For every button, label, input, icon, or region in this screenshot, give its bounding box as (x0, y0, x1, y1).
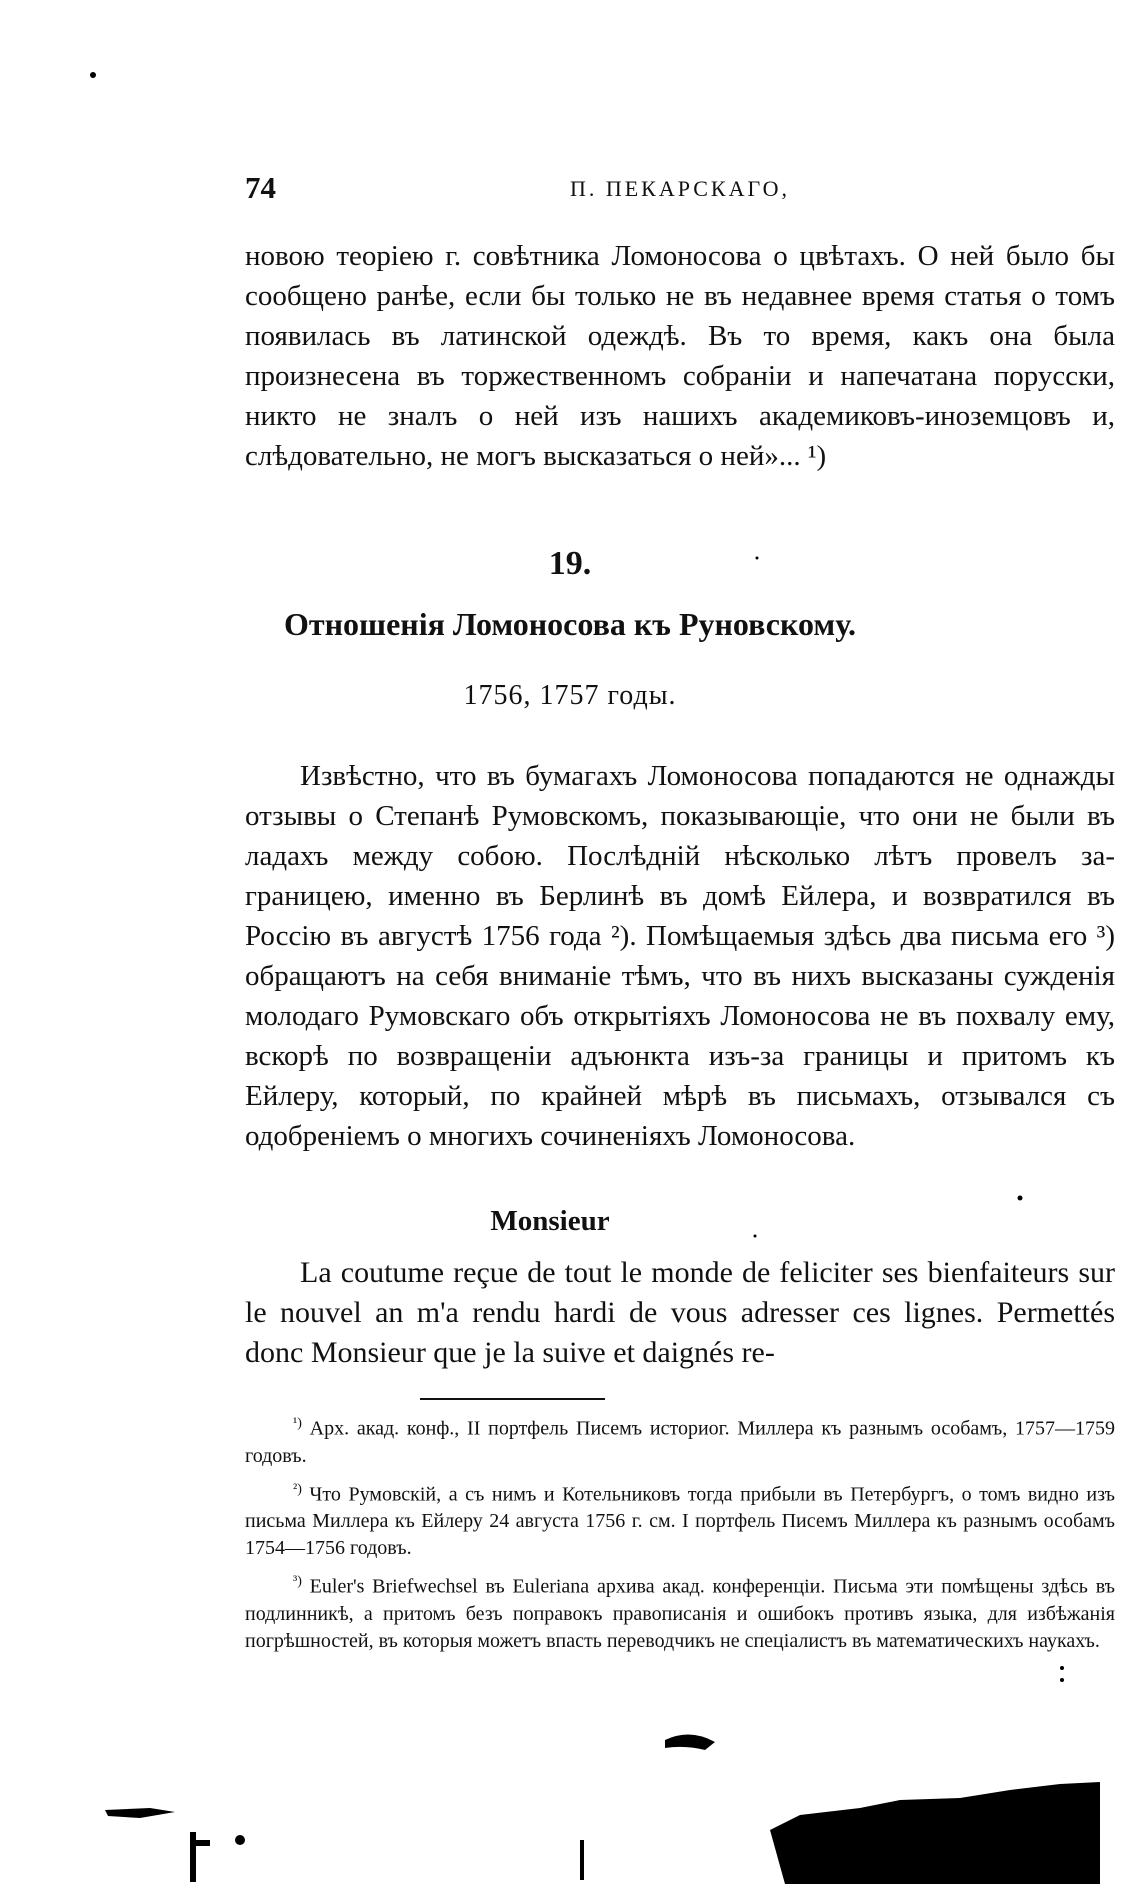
intro-paragraph: новою теоріею г. совѣтника Ломоносова о цвѣтахъ. О ней было бы сообщено ранѣе, если бы только не въ недавнее время статья о томъ появилась въ латинской одеждѣ. Въ то время, какъ она была произнесена въ торжественномъ собраніи и напечатана порусски, никто не зналъ о ней изъ нашихъ академиковъ-иноземцовъ и, слѣдовательно, не могъ высказаться о ней»... ¹) (245, 240, 1115, 472)
ink-speck (1018, 1196, 1023, 1201)
letter-paragraph: La coutume reçue de tout le monde de feliciter ses bienfaiteurs sur le nouvel an m'a rendu hardi de vous adresser ces lignes. Permettés donc Monsieur que je la suive et daignés re- (245, 1256, 1115, 1369)
ink-speck (1060, 1666, 1064, 1670)
section-number: 19. (548, 545, 592, 582)
edge-mark (580, 1840, 584, 1880)
ink-speck (754, 1235, 757, 1238)
body-paragraph: Извѣстно, что въ бумагахъ Ломоносова попадаются не однажды отзывы о Степанѣ Румовскомъ, показывающіе, что они не были въ ладахъ между собою. Послѣдній нѣсколько лѣтъ провелъ за-границею, именно въ Берлинѣ въ домѣ Ейлера, и возвратился въ Россію въ августѣ 1756 года ²). Помѣщаемыя здѣсь два письма его ³) обращаютъ на себя вниманіе тѣмъ, что въ нихъ высказаны сужденія молодаго Румовскаго объ открытіяхъ Ломоносова не въ похвалу ему, вскорѣ по возвращеніи адъюнкта изъ-за границы и притомъ къ Ейлеру, который, по крайней мѣрѣ въ письмахъ, отзывался съ одобреніемъ о многихъ сочиненіяхъ Ломоносова. (245, 760, 1115, 1152)
footnote-text: Euler's Briefwechsel въ Euleriana архива акад. конференціи. Письма эти помѣщены здѣсь въ подлинникѣ, а притомъ безъ поправокъ правописанія и ошибокъ противъ языка, для избѣжанія погрѣшностей, въ которыя можетъ впасть переводчикъ не спеціалистъ въ математическихъ наукахъ. (245, 1575, 1116, 1652)
footnote-mark: ¹) (293, 1416, 302, 1431)
ink-speck (1060, 1678, 1064, 1682)
section-dates: 1756, 1757 годы. (463, 680, 677, 711)
ink-speck (235, 1835, 245, 1845)
edge-mark (196, 1840, 210, 1846)
running-head: П. ПЕКАРСКАГО, (569, 176, 791, 201)
footnote-mark: ³) (293, 1574, 302, 1590)
footnote-mark: ²) (293, 1481, 302, 1497)
edge-shadow (770, 1782, 1100, 1884)
footnote-text: Что Румовскій, а съ нимъ и Котельниковъ тогда прибыли въ Петербургъ, о томъ видно изъ письма Миллера къ Ейлеру 24 августа 1756 г. см. I портфель Писемъ Миллера къ разнымъ особамъ 1754—1756 годовъ. (245, 1483, 1116, 1560)
edge-shadow-left (105, 1808, 175, 1818)
section-title: Отношенія Ломоносова къ Руновскому. (284, 606, 856, 642)
footnote-text: Арх. акад. конф., II портфель Писемъ историог. Миллера къ разнымъ особамъ, 1757—1759 годовъ. (245, 1417, 1115, 1467)
letter-salutation: Monsieur (490, 1205, 610, 1237)
ink-speck (756, 557, 759, 560)
page-number: 74 (245, 170, 276, 205)
edge-mark (190, 1832, 196, 1882)
ink-blot (665, 1734, 715, 1750)
